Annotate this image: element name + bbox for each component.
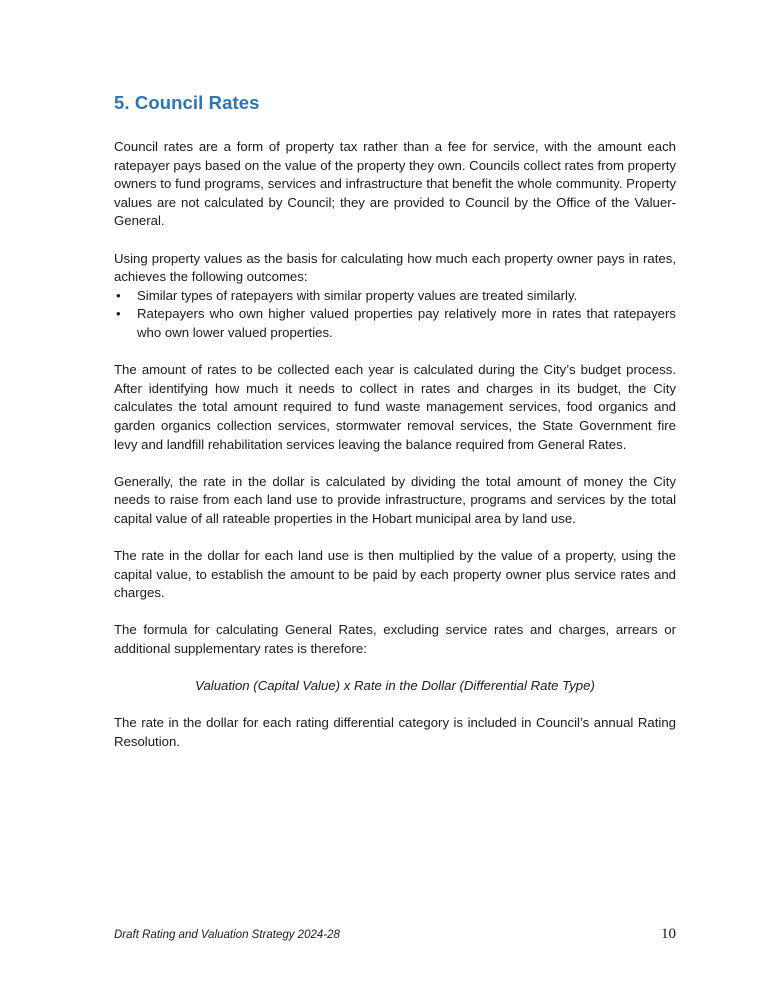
bullet-icon: •	[116, 306, 121, 322]
section-body	[114, 138, 676, 770]
section-heading: 5. Council Rates	[114, 92, 260, 113]
list-item-text: Ratepayers who own higher valued properties pay relatively more in rates that ratepayers who own lower valued properties.	[137, 306, 676, 340]
paragraph-formula-lead: The formula for calculating General Rates, excluding service rates and charges, arrears or additional supplementary rates is therefore:	[114, 622, 676, 657]
paragraph-rate-calculation: Generally, the rate in the dollar is calculated by dividing the total amount of money the City needs to raise from each land use to provide infrastructure, programs and services by the total capital value of all rateable properties in the Hobart municipal area by land use.	[114, 473, 676, 526]
list-item	[114, 287, 676, 306]
paragraph-land-use: The rate in the dollar for each land use is then multiplied by the value of a property, using the capital value, to establish the amount to be paid by each property owner plus service rates and charges.	[114, 548, 676, 601]
list-item-text: Similar types of ratepayers with similar property values are treated similarly.	[137, 287, 578, 303]
formula: Valuation (Capital Value) x Rate in the Dollar (Differential Rate Type)	[195, 678, 595, 694]
paragraph-intro: Council rates are a form of property tax rather than a fee for service, with the amount each ratepayer pays based on the value of the property they own. Councils collect rates from property owners to fund programs, services and infrastructure that benefit the whole community. Property values are not calculated by Council; they are provided to Council by the Office of the Valuer-General.	[114, 139, 676, 229]
list-item	[114, 305, 676, 342]
paragraph-outcomes-lead: Using property values as the basis for calculating how much each property owner pays in rates, achieves the following outcomes:	[114, 250, 676, 285]
page-number: 10	[661, 926, 676, 942]
bullet-icon: •	[116, 287, 121, 303]
paragraph-rating-resolution: The rate in the dollar for each rating differential category is included in Council’s annual Rating Resolution.	[114, 715, 676, 749]
outcomes-list	[114, 287, 676, 343]
paragraph-budget-process: The amount of rates to be collected each year is calculated during the City’s budget process. After identifying how much it needs to collect in rates and charges in its budget, the City calculates the total amount required to fund waste management services, food organics and garden organics collection services, stormwater removal services, the State Government fire levy and landfill rehabilitation services leaving the balance required from General Rates.	[114, 362, 676, 452]
footer-document-title: Draft Rating and Valuation Strategy 2024-28	[114, 929, 340, 941]
